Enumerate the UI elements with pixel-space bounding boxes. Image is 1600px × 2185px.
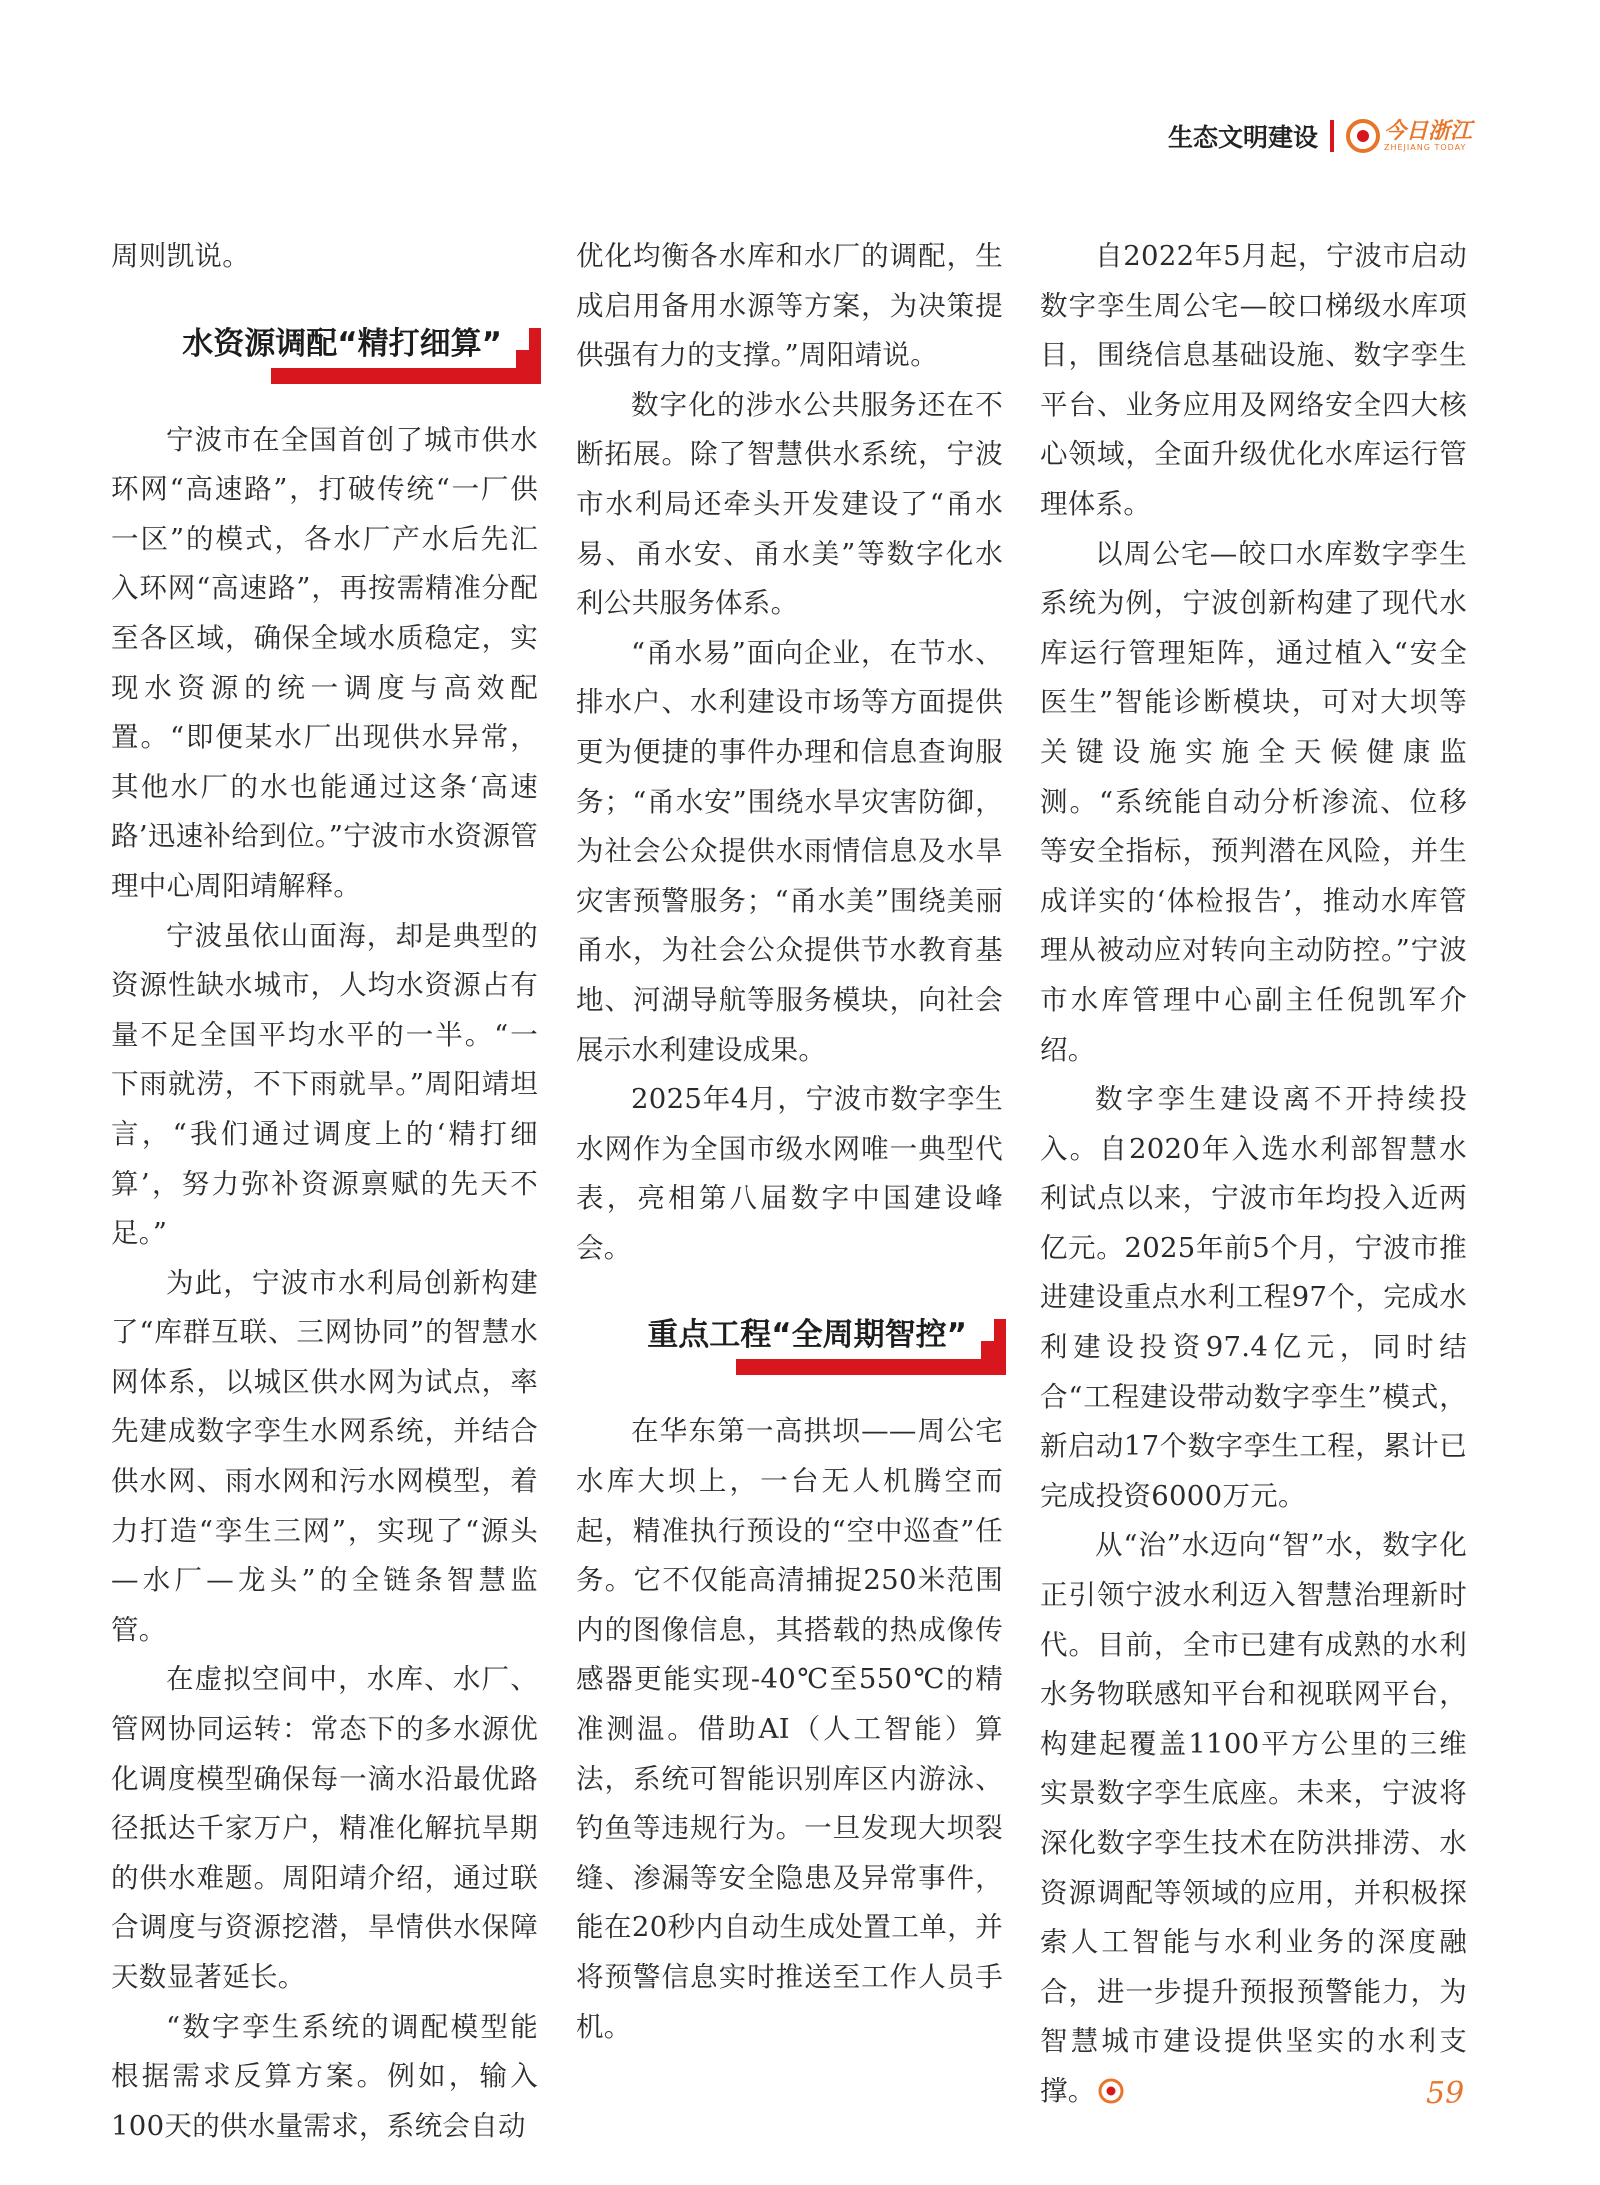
- subhead-accent-corner: [994, 1319, 1006, 1375]
- paragraph: 2025年4月，宁波市数字孪生水网作为全国市级水网唯一典型代表，亮相第八届数字中国建设峰会。: [576, 1083, 1003, 1264]
- logo-wordmark: 今日浙江: [1383, 118, 1472, 144]
- subhead-key-projects: [576, 1311, 1003, 1373]
- subhead-title: 水资源调配“精打细算”: [174, 320, 516, 368]
- paragraph: 周则凯说。: [111, 240, 250, 272]
- column-1: [111, 232, 538, 2151]
- end-mark-icon: [1098, 2078, 1124, 2104]
- paragraph: 优化均衡各水库和水厂的调配，生成启用备用水源等方案，为决策提供强有力的支撑。”周阳靖说。: [576, 240, 1003, 372]
- paragraph: 为此，宁波市水利局创新构建了“库群互联、三网协同”的智慧水网体系，以城区供水网为试点，率先建成数字孪生水网系统，并结合供水网、雨水网和污水网模型，着力打造“孪生三网”，实现了“源头—水厂—龙头”的全链条智慧监管。: [111, 1266, 538, 1646]
- column-3: [1040, 232, 1467, 2117]
- paragraph: 数字化的涉水公共服务还在不断拓展。除了智慧供水系统，宁波市水利局还牵头开发建设了“甬水易、甬水安、甬水美”等数字化水利公共服务体系。: [576, 388, 1003, 620]
- paragraph: [1040, 1521, 1467, 2116]
- header-divider: [1330, 120, 1334, 152]
- subhead-title: 重点工程“全周期智控”: [639, 1311, 981, 1359]
- paragraph: 以周公宅—皎口水库数字孪生系统为例，宁波创新构建了现代水库运行管理矩阵，通过植入“安全医生”智能诊断模块，可对大坝等关键设施实施全天候健康监测。“系统能自动分析渗流、位移等安全指标，预判潜在风险，并生成详实的‘体检报告’，推动水库管理从被动应对转向主动防控。”宁波市水库管理中心副主任倪凯军介绍。: [1040, 537, 1467, 1066]
- paragraph: 数字孪生建设离不开持续投入。自2020年入选水利部智慧水利试点以来，宁波市年均投入近两亿元。2025年前5个月，宁波市推进建设重点水利工程97个，完成水利建设投资97.4亿元，同时结合“工程建设带动数字孪生”模式，新启动17个数字孪生工程，累计已完成投资6000万元。: [1040, 1083, 1467, 1512]
- paragraph: 在虚拟空间中，水库、水厂、管网协同运转：常态下的多水源优化调度模型确保每一滴水沿最优路径抵达千家万户，精准化解抗旱期的供水难题。周阳靖介绍，通过联合调度与资源挖潜，旱情供水保障天数显著延长。: [111, 1663, 538, 1993]
- logo-english: ZHEJIANG TODAY: [1383, 143, 1467, 152]
- section-label: 生态文明建设: [1167, 123, 1318, 152]
- paragraph-text: 从“治”水迈向“智”水，数字化正引领宁波水利迈入智慧治理新时代。目前，全市已建有成熟的水利水务物联感知平台和视联网平台，构建起覆盖1100平方公里的三维实景数字孪生底座。未来，宁波将深化数字孪生技术在防洪排涝、水资源调配等领域的应用，并积极探索人工智能与水利业务的深度融合，进一步提升预报预警能力，为智慧城市建设提供坚实的水利支撑。: [1040, 1529, 1467, 2107]
- paragraph: 宁波虽依山面海，却是典型的资源性缺水城市，人均水资源占有量不足全国平均水平的一半。“一下雨就涝，不下雨就旱。”周阳靖坦言，“我们通过调度上的‘精打细算’，努力弥补资源禀赋的先天不足。”: [111, 919, 538, 1250]
- subhead-water-dispatch: [111, 320, 538, 382]
- logo-swirl-icon: [1346, 119, 1380, 153]
- paragraph: “甬水易”面向企业，在节水、排水户、水利建设市场等方面提供更为便捷的事件办理和信息查询服务；“甬水安”围绕水旱灾害防御，为社会公众提供水雨情信息及水旱灾害预警服务；“甬水美”围绕美丽甬水，为社会公众提供节水教育基地、河湖导航等服务模块，向社会展示水利建设成果。: [576, 636, 1003, 1066]
- page-number: 59: [1426, 2076, 1465, 2111]
- paragraph: 自2022年5月起，宁波市启动数字孪生周公宅—皎口梯级水库项目，围绕信息基础设施、数字孪生平台、业务应用及网络安全四大核心领域，全面升级优化水库运行管理体系。: [1040, 240, 1467, 520]
- paragraph: “数字孪生系统的调配模型能根据需求反算方案。例如，输入100天的供水量需求，系统会自动: [111, 2010, 538, 2142]
- page-header: [1168, 118, 1472, 154]
- paragraph: 在华东第一高拱坝——周公宅水库大坝上，一台无人机腾空而起，精准执行预设的“空中巡查”任务。它不仅能高清捕捉250米范围内的图像信息，其搭载的热成像传感器更能实现-40℃至550℃的精准测温。借助AI（人工智能）算法，系统可智能识别库区内游泳、钓鱼等违规行为。一旦发现大坝裂缝、渗漏等安全隐患及异常事件，能在20秒内自动生成处置工单，并将预警信息实时推送至工作人员手机。: [576, 1415, 1003, 2043]
- publication-logo: [1346, 119, 1472, 153]
- column-2: [576, 232, 1003, 2052]
- paragraph: 宁波市在全国首创了城市供水环网“高速路”，打破传统“一厂供一区”的模式，各水厂产水后先汇入环网“高速路”，再按需精准分配至各区域，确保全域水质稳定，实现水资源的统一调度与高效配置。“即便某水厂出现供水异常，其他水厂的水也能通过这条‘高速路’迅速补给到位。”宁波市水资源管理中心周阳靖解释。: [111, 423, 538, 902]
- subhead-accent-corner: [529, 328, 541, 384]
